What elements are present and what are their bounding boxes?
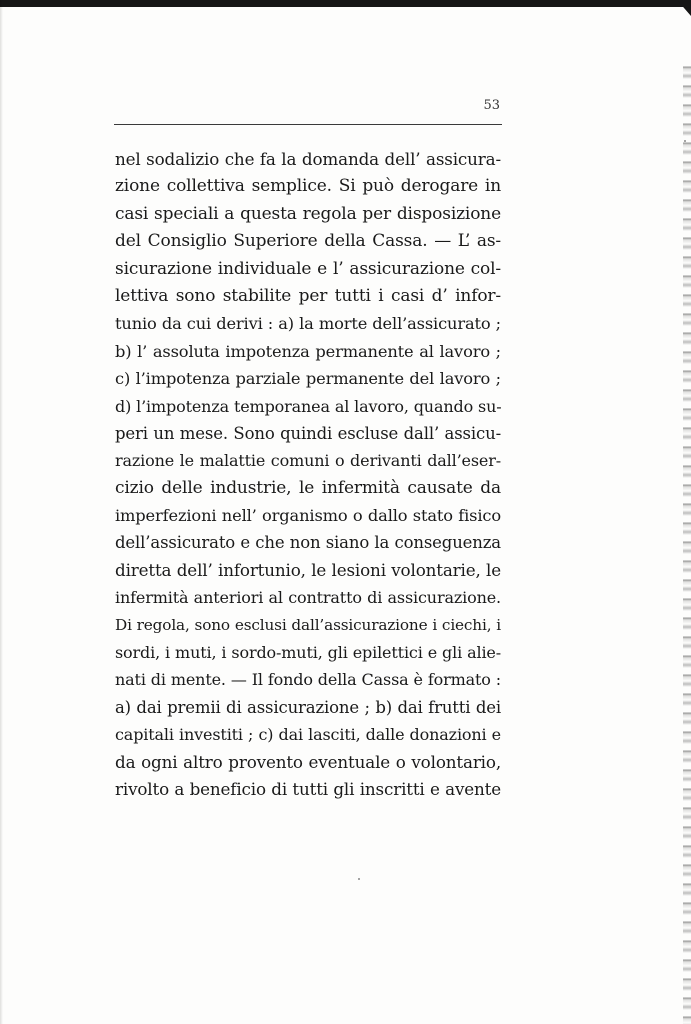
- text-line: c) l’impotenza parziale permanente del lavoro ;: [115, 369, 501, 389]
- text-line: b) l’ assoluta impotenza permanente al lavoro ;: [115, 341, 501, 361]
- text-line: nel sodalizio che fa la domanda dell’ assicura-: [115, 149, 501, 169]
- text-line: cizio delle industrie, le infermità causate da: [115, 477, 501, 498]
- text-line: casi speciali a questa regola per disposizione: [115, 203, 501, 224]
- text-line: d) l’impotenza temporanea al lavoro, quando su-: [115, 396, 502, 416]
- text-line: peri un mese. Sono quindi escluse dall’ assicu-: [115, 423, 501, 443]
- page-number: 53: [483, 98, 500, 113]
- text-line: da ogni altro provento eventuale o volontario,: [115, 751, 501, 772]
- text-line: zione collettiva semplice. Si può derogare in: [115, 176, 501, 197]
- text-line: rivolto a beneficio di tutti gli inscritti e avente: [115, 778, 501, 799]
- header-rule: [114, 124, 502, 125]
- paper-speck: [684, 140, 686, 142]
- body-paragraph: [115, 146, 501, 803]
- text-line: capitali investiti ; c) dai lasciti, dalle donazioni e: [115, 725, 501, 745]
- text-line: dell’assicurato e che non siano la conseguenza: [115, 533, 501, 553]
- page-left-edge: [0, 0, 3, 1024]
- text-line: del Consiglio Superiore della Cassa. — L’ as-: [115, 231, 501, 252]
- text-line: infermità anteriori al contratto di assicurazione.: [115, 588, 501, 608]
- text-line: lettiva sono stabilite per tutti i casi d’ infor-: [115, 285, 501, 306]
- text-line: sordi, i muti, i sordo-muti, gli epilettici e gli alie-: [115, 643, 501, 663]
- text-line: razione le malattie comuni o derivanti dall’eser-: [115, 451, 501, 471]
- text-line: tunio da cui derivi : a) la morte dell’assicurato ;: [115, 314, 501, 334]
- text-line: sicurazione individuale e l’ assicurazione col-: [115, 258, 501, 279]
- text-line: Di regola, sono esclusi dall’assicurazione i ciechi, i: [115, 615, 501, 634]
- text-line: diretta dell’ infortunio, le lesioni volontarie, le: [115, 559, 501, 580]
- text-line: imperfezioni nell’ organismo o dallo stato fisico: [115, 506, 501, 526]
- text-line: a) dai premii di assicurazione ; b) dai frutti dei: [115, 697, 501, 717]
- text-line: nati di mente. — Il fondo della Cassa è formato :: [115, 670, 501, 690]
- page-top-edge: [0, 0, 691, 7]
- page-right-edge: [683, 60, 691, 1024]
- paper-speck: [358, 878, 360, 880]
